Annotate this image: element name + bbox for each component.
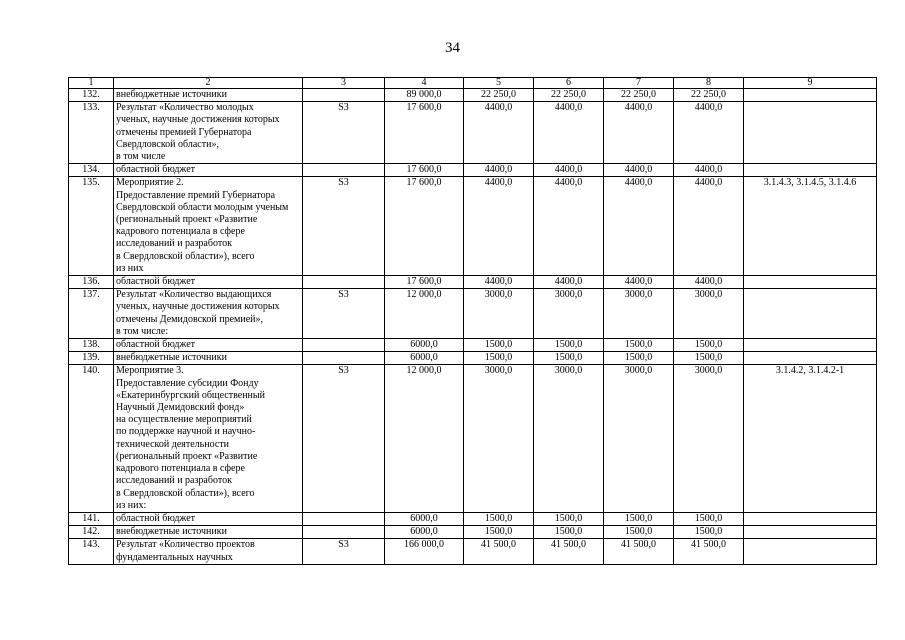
row-name: Результат «Количество выдающихся ученых, научные достижения которых отмечены Демидовской премией», в том числе:: [114, 289, 303, 339]
row-name: Мероприятие 2. Предоставление премий Губернатора Свердловской области молодым ученым (региональный проект «Развитие кадрового потенциала в сфере исследований и разработок в Свердловской области»), всего из них: [114, 177, 303, 276]
row-year-value: 1500,0: [674, 339, 744, 352]
table-row: [69, 526, 877, 539]
row-year-value: 3000,0: [604, 289, 674, 339]
row-total: 6000,0: [385, 339, 464, 352]
row-year-value: 3000,0: [534, 365, 604, 512]
row-target-ref: 3.1.4.2, 3.1.4.2-1: [744, 365, 877, 512]
row-year-value: 4400,0: [604, 276, 674, 289]
row-target-ref: [744, 276, 877, 289]
row-target-ref: [744, 102, 877, 164]
row-year-value: 4400,0: [534, 177, 604, 276]
row-target-ref: [744, 526, 877, 539]
budget-table: [68, 77, 877, 565]
row-year-value: 4400,0: [534, 164, 604, 177]
table-row: [69, 539, 877, 564]
row-number: 132.: [69, 89, 114, 102]
row-total: 12 000,0: [385, 365, 464, 512]
row-year-value: 1500,0: [674, 352, 744, 365]
row-total: 89 000,0: [385, 89, 464, 102]
header-cell: 1: [69, 78, 114, 89]
row-target-ref: [744, 339, 877, 352]
row-year-value: 1500,0: [534, 512, 604, 525]
row-year-value: 41 500,0: [674, 539, 744, 564]
row-total: 12 000,0: [385, 289, 464, 339]
row-year-value: 1500,0: [604, 526, 674, 539]
row-name: областной бюджет: [114, 164, 303, 177]
row-year-value: 1500,0: [534, 339, 604, 352]
row-number: 133.: [69, 102, 114, 164]
row-year-value: 1500,0: [464, 352, 534, 365]
header-cell: 7: [604, 78, 674, 89]
row-year-value: 4400,0: [604, 102, 674, 164]
row-code: [303, 164, 385, 177]
row-number: 141.: [69, 512, 114, 525]
row-code: [303, 339, 385, 352]
row-year-value: 1500,0: [604, 339, 674, 352]
row-year-value: 1500,0: [674, 526, 744, 539]
row-code: S3: [303, 365, 385, 512]
row-target-ref: [744, 89, 877, 102]
page-number: 34: [445, 40, 460, 56]
row-total: 6000,0: [385, 352, 464, 365]
row-total: 6000,0: [385, 512, 464, 525]
row-year-value: 22 250,0: [604, 89, 674, 102]
row-code: [303, 352, 385, 365]
table-row: [69, 164, 877, 177]
row-code: [303, 512, 385, 525]
row-target-ref: 3.1.4.3, 3.1.4.5, 3.1.4.6: [744, 177, 877, 276]
row-year-value: 3000,0: [464, 365, 534, 512]
row-target-ref: [744, 164, 877, 177]
row-year-value: 4400,0: [674, 102, 744, 164]
header-cell: 3: [303, 78, 385, 89]
row-target-ref: [744, 352, 877, 365]
row-year-value: 4400,0: [464, 102, 534, 164]
table-row: [69, 339, 877, 352]
table-row: [69, 289, 877, 339]
row-year-value: 3000,0: [464, 289, 534, 339]
row-name: областной бюджет: [114, 512, 303, 525]
table-row: [69, 512, 877, 525]
row-year-value: 1500,0: [604, 512, 674, 525]
row-total: 17 600,0: [385, 276, 464, 289]
row-number: 143.: [69, 539, 114, 564]
row-year-value: 4400,0: [534, 102, 604, 164]
row-code: S3: [303, 539, 385, 564]
row-year-value: 4400,0: [534, 276, 604, 289]
row-number: 138.: [69, 339, 114, 352]
row-year-value: 3000,0: [674, 365, 744, 512]
table-row: [69, 177, 877, 276]
row-year-value: 1500,0: [534, 352, 604, 365]
row-code: [303, 276, 385, 289]
row-year-value: 22 250,0: [464, 89, 534, 102]
header-cell: 4: [385, 78, 464, 89]
row-target-ref: [744, 539, 877, 564]
row-year-value: 41 500,0: [464, 539, 534, 564]
row-name: Результат «Количество молодых ученых, научные достижения которых отмечены премией Губернатора Свердловской области», в том числе: [114, 102, 303, 164]
row-year-value: 41 500,0: [604, 539, 674, 564]
row-code: S3: [303, 289, 385, 339]
row-name: внебюджетные источники: [114, 352, 303, 365]
row-name: внебюджетные источники: [114, 526, 303, 539]
row-number: 136.: [69, 276, 114, 289]
row-year-value: 22 250,0: [534, 89, 604, 102]
row-year-value: 41 500,0: [534, 539, 604, 564]
row-year-value: 4400,0: [674, 276, 744, 289]
row-number: 135.: [69, 177, 114, 276]
row-name: областной бюджет: [114, 276, 303, 289]
row-year-value: 4400,0: [674, 177, 744, 276]
row-year-value: 4400,0: [464, 164, 534, 177]
row-year-value: 4400,0: [464, 276, 534, 289]
row-name: Мероприятие 3. Предоставление субсидии Фонду «Екатеринбургский общественный Научный Демидовский фонд» на осуществление мероприятий по поддержке научной и научно- технической деятельности (региональный проект «Развитие кадрового потенциала в сфере исследований и разработок в Свердловской области»), всего из них:: [114, 365, 303, 512]
table-row: [69, 276, 877, 289]
row-name: внебюджетные источники: [114, 89, 303, 102]
row-code: S3: [303, 102, 385, 164]
row-year-value: 1500,0: [534, 526, 604, 539]
table-header-row: [69, 78, 877, 89]
row-year-value: 1500,0: [464, 526, 534, 539]
table-row: [69, 89, 877, 102]
row-code: [303, 526, 385, 539]
header-cell: 9: [744, 78, 877, 89]
row-code: S3: [303, 177, 385, 276]
row-year-value: 1500,0: [674, 512, 744, 525]
row-year-value: 3000,0: [604, 365, 674, 512]
header-cell: 6: [534, 78, 604, 89]
row-year-value: 4400,0: [674, 164, 744, 177]
row-number: 134.: [69, 164, 114, 177]
row-number: 139.: [69, 352, 114, 365]
row-target-ref: [744, 289, 877, 339]
row-total: 6000,0: [385, 526, 464, 539]
row-year-value: 3000,0: [674, 289, 744, 339]
row-target-ref: [744, 512, 877, 525]
row-total: 17 600,0: [385, 164, 464, 177]
row-year-value: 1500,0: [464, 512, 534, 525]
row-code: [303, 89, 385, 102]
header-cell: 2: [114, 78, 303, 89]
row-year-value: 4400,0: [464, 177, 534, 276]
row-year-value: 22 250,0: [674, 89, 744, 102]
row-name: Результат «Количество проектов фундаментальных научных: [114, 539, 303, 564]
row-number: 140.: [69, 365, 114, 512]
table-row: [69, 102, 877, 164]
header-cell: 8: [674, 78, 744, 89]
row-year-value: 1500,0: [604, 352, 674, 365]
table-row: [69, 365, 877, 512]
row-name: областной бюджет: [114, 339, 303, 352]
row-year-value: 3000,0: [534, 289, 604, 339]
row-total: 17 600,0: [385, 177, 464, 276]
row-number: 142.: [69, 526, 114, 539]
row-number: 137.: [69, 289, 114, 339]
row-year-value: 4400,0: [604, 164, 674, 177]
row-year-value: 4400,0: [604, 177, 674, 276]
header-cell: 5: [464, 78, 534, 89]
row-total: 166 000,0: [385, 539, 464, 564]
table-row: [69, 352, 877, 365]
row-year-value: 1500,0: [464, 339, 534, 352]
row-total: 17 600,0: [385, 102, 464, 164]
